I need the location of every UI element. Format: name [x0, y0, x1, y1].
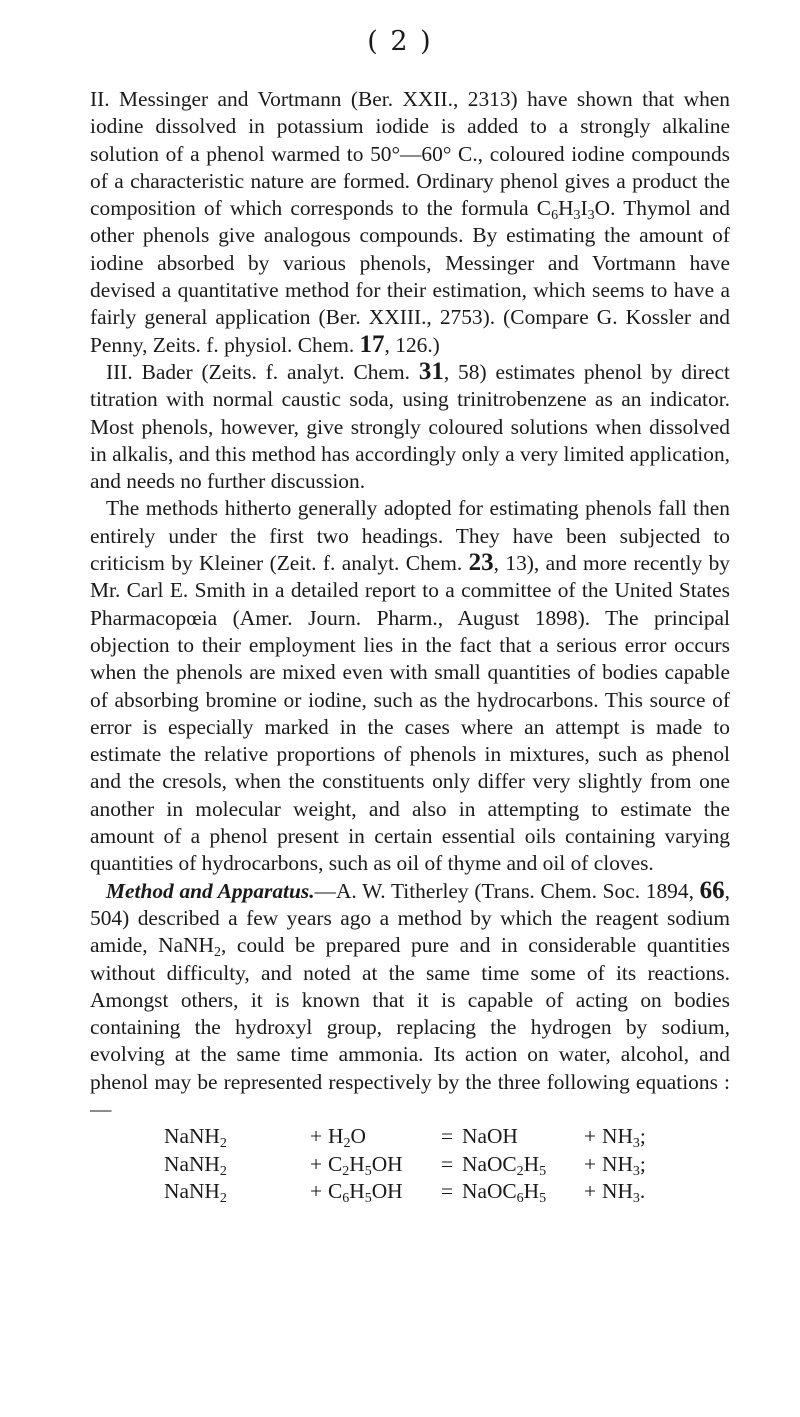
equation-alcohol: NaNH$_2$ + $C_2H_5OH$ = $NaOC_2H_5$ + $NH_3$;: [164, 1151, 646, 1179]
body-text: [90, 86, 730, 1205]
equations: [90, 1123, 730, 1205]
paragraph-method-apparatus: Method and Apparatus.—A. W. Titherley (Trans. Chem. Soc. 1894, 66, 504) described a few years ago a method by which the reagent sodium amide, NaNH$_2$, could be prepared pure and in considerable quantities without difficulty, and noted at the same time some of its reactions. Amongst others, it is known that it is capable of acting on bodies containing the hydroxyl group, replacing the hydrogen by sodium, evolving at the same time ammonia. Its action on water, alcohol, and phenol may be represented respectively by the three following equations :—: [90, 876, 730, 1121]
paragraph-bader: III. Bader (Zeits. f. analyt. Chem. 31, 58) estimates phenol by direct titration with normal caustic soda, using trinitrobenzene as an indicator. Most phenols, however, give strongly coloured solutions when dissolved in alkalis, and this method has accordingly only a very limited application, and needs no further discussion.: [90, 357, 730, 494]
volume-number: 23: [468, 549, 494, 577]
equation-phenol: NaNH$_2$ + $C_6H_5OH$ = $NaOC_6H_5$ + $NH_3$.: [164, 1178, 646, 1206]
volume-number: 17: [359, 330, 385, 358]
section-heading: Method and Apparatus.: [106, 878, 315, 903]
page-number: ( 2 ): [367, 26, 433, 57]
volume-number: 66: [699, 876, 725, 904]
paragraph-messinger-vortmann: II. Messinger and Vortmann (Ber. XXII., 2313) have shown that when iodine dissolved in potassium iodide is added to a strongly alkaline solution of a phenol warmed to 50°—60° C., coloured iodine compounds of a characteristic nature are formed. Ordinary phenol gives a product the composition of which corresponds to the formula $C_6H_3I_3O$. Thymol and other phenols give analogous compounds. By estimating the amount of iodine absorbed by various phenols, Messinger and Vortmann have devised a quantitative method for their estimation, which seems to have a fairly general application (Ber. XXIII., 2753). (Compare G. Kossler and Penny, Zeits. f. physiol. Chem. 17, 126.): [90, 87, 730, 358]
paragraph-methods-criticism: The methods hitherto generally adopted for estimating phenols fall then entirely under the first two headings. They have been subjected to criticism by Kleiner (Zeit. f. analyt. Chem. 23, 13), and more recently by Mr. Carl E. Smith in a detailed report to a committee of the United States Pharmacopœia (Amer. Journ. Pharm., August 1898). The principal objection to their employment lies in the fact that a serious error occurs when the phenols are mixed even with small quantities of bodies capable of absorbing bromine or iodine, such as the hydrocarbons. This source of error is especially marked in the cases where an attempt is made to estimate the relative proportions of phenols in mixtures, such as phenol and the cresols, when the constituents only differ very slightly from one another in molecular weight, and also in attempting to estimate the amount of a phenol present in certain essential oils containing varying quantities of hydrocarbons, such as oil of thyme and oil of cloves.: [90, 496, 730, 876]
volume-number: 31: [418, 357, 444, 385]
equation-water: NaNH$_2$ + $H_2O$ = NaOH + $NH_3$;: [164, 1124, 646, 1152]
